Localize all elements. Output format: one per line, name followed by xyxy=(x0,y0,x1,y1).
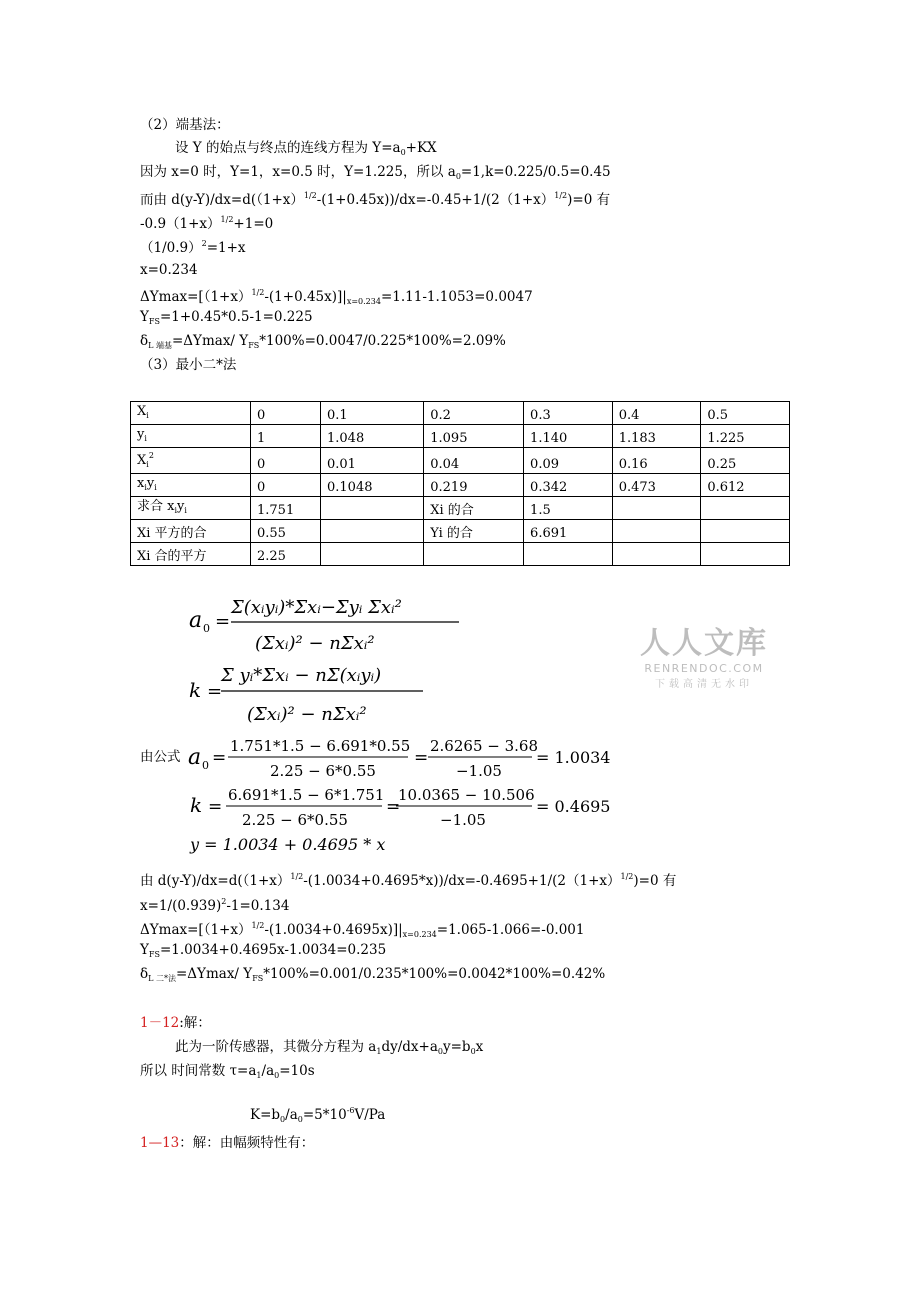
line-delta-ymax-ls: $\Delta Ymax=[(1+x)^{1/2}-(1.0034+0.4695x)]|_{x=0.234}=1.065-1.066=-0.001$ xyxy=(140,921,585,939)
section-3-heading: （3）最小二*法 xyxy=(140,357,237,373)
line-delta-ymax: $\Delta Ymax=[(1+x)^{1/2}-(1+0.45x)]|_{x=0.234}=1.11-1.1053=0.0047$ xyxy=(140,288,533,306)
line-derivative-ls: 由 $d(y-Y)/dx=d((1+x)^{1/2}-(1.0034+0.4695*x))/dx=-0.4695+1/(2(1+x)^{1/2})=0$ 有 xyxy=(140,872,677,889)
summary-label-2 xyxy=(424,543,524,566)
table-cell: 0.25 xyxy=(701,448,790,474)
a0-numerator: Σ(xᵢyᵢ)*Σxᵢ−Σyᵢ Σxᵢ² xyxy=(231,597,402,618)
line-derivative: 而由 $d(y-Y)/dx=d((1+x)^{1/2}-(1+0.45x))/dx=-0.45+1/(2(1+x)^{1/2})=0$ 有 xyxy=(140,191,611,208)
watermark xyxy=(640,618,768,690)
k-calc-numerator: 6.691*1.5 − 6*1.751 xyxy=(228,786,385,804)
a0-equals-2: = xyxy=(212,748,227,768)
table-cell: 0.16 xyxy=(612,448,701,474)
a0-equals-3: = xyxy=(414,748,429,768)
table-cell: 0.473 xyxy=(612,474,701,497)
k-symbol: k xyxy=(189,678,202,702)
table-cell: 0.09 xyxy=(524,448,613,474)
summary-value: 1.751 xyxy=(251,497,321,520)
table-cell: 0.2 xyxy=(424,402,524,425)
table-cell: 0 xyxy=(251,448,321,474)
table-cell: 1.095 xyxy=(424,425,524,448)
table-cell xyxy=(321,497,424,520)
summary-value-2: 1.5 xyxy=(524,497,613,520)
line-endpoints: 因为 x=0 时，Y=1，x=0.5 时，Y=1.225，所以 $a_0=1,k=0.225/0.5=0.45$ xyxy=(140,164,611,181)
k-symbol-2: k xyxy=(190,793,203,817)
table-cell: 0.3 xyxy=(524,402,613,425)
table-cell xyxy=(701,543,790,566)
table-cell: 1.183 xyxy=(612,425,701,448)
table-row xyxy=(131,402,790,425)
summary-label: Xi 合的平方 xyxy=(131,543,251,566)
k-calc-numerator-2: 10.0365 − 10.506 xyxy=(398,786,535,804)
line-x-value: x=0.234 xyxy=(140,262,198,278)
numeric-formulas xyxy=(186,730,626,860)
a0-result: = 1.0034 xyxy=(536,748,611,767)
table-cell: 0 xyxy=(251,474,321,497)
line-equation-step1: $-0.9(1+x)^{1/2}+1=0$ xyxy=(140,215,274,232)
a0-denominator: (Σxᵢ)² − nΣxᵢ² xyxy=(255,633,375,654)
table-cell: 0.5 xyxy=(701,402,790,425)
summary-label: 求合 $x_iy_i$ xyxy=(131,497,251,520)
table-cell: 0.1 xyxy=(321,402,424,425)
row-label: $y_i$ xyxy=(131,425,251,448)
watermark-title: 人人文库 xyxy=(640,626,768,661)
summary-row xyxy=(131,520,790,543)
a0-symbol-2: a xyxy=(188,745,202,770)
line-equation-step2: $(1/0.9)^2=1+x$ xyxy=(140,239,246,256)
table-cell xyxy=(612,497,701,520)
summary-value-2: 6.691 xyxy=(524,520,613,543)
k-result: = 0.4695 xyxy=(536,797,611,816)
table-cell xyxy=(701,497,790,520)
table-cell: 0.4 xyxy=(612,402,701,425)
a0-symbol: a xyxy=(189,608,203,633)
line-x-value-ls: $x=1/(0.939)^2-1=0.134$ xyxy=(140,897,290,914)
problem-1-12-heading: 1－12:解： xyxy=(140,1015,211,1031)
a0-calc-numerator: 1.751*1.5 − 6.691*0.55 xyxy=(230,737,411,755)
table-cell xyxy=(701,520,790,543)
table-cell: 0 xyxy=(251,402,321,425)
k-calc-denominator: 2.25 − 6*0.55 xyxy=(242,811,348,829)
table-cell: 1 xyxy=(251,425,321,448)
fitted-line-equation: y = 1.0034 + 0.4695 * x xyxy=(190,835,386,854)
row-label: $X_i$ xyxy=(131,402,251,425)
table-cell: 0.1048 xyxy=(321,474,424,497)
a0-calc-denominator-2: −1.05 xyxy=(456,762,502,780)
symbolic-formulas xyxy=(185,585,475,735)
a0-subscript: 0 xyxy=(203,622,210,635)
a0-subscript-2: 0 xyxy=(202,759,209,772)
line-yfs: $Y_{FS}=1+0.45*0.5-1=0.225$ xyxy=(140,309,313,326)
line-linear-equation: 设 Y 的始点与终点的连线方程为 $Y=a_0+KX$ xyxy=(175,140,437,157)
table-row xyxy=(131,425,790,448)
line-time-constant: 所以 时间常数 $\tau=a_1/a_0=10s$ xyxy=(140,1063,315,1080)
summary-value-2 xyxy=(524,543,613,566)
row-label: $x_iy_i$ xyxy=(131,474,251,497)
summary-label-2: Xi 的合 xyxy=(424,497,524,520)
summary-row xyxy=(131,543,790,566)
a0-equals: = xyxy=(215,611,231,632)
watermark-domain: RENRENDOC.COM xyxy=(644,662,764,675)
k-numerator: Σ yᵢ*Σxᵢ − nΣ(xᵢyᵢ) xyxy=(221,665,382,686)
k-equals: = xyxy=(207,681,223,702)
summary-row xyxy=(131,497,790,520)
by-formula-label: 由公式 xyxy=(140,749,181,765)
summary-value: 2.25 xyxy=(251,543,321,566)
summary-label: Xi 平方的合 xyxy=(131,520,251,543)
line-linearity-error: $\delta_{L 端基}=\Delta Ymax/$ $Y_{FS}*100\%=0.0047/0.225*100\%=2.09\%$ xyxy=(140,333,506,350)
row-label: $X_i^2$ xyxy=(131,448,251,474)
table-cell: 0.342 xyxy=(524,474,613,497)
table-cell: 1.225 xyxy=(701,425,790,448)
least-squares-table xyxy=(130,401,790,566)
k-denominator: (Σxᵢ)² − nΣxᵢ² xyxy=(247,704,367,725)
table-cell: 0.04 xyxy=(424,448,524,474)
problem-1-13-heading: 1—13：解：由幅频特性有： xyxy=(140,1135,315,1151)
k-calc-denominator-2: −1.05 xyxy=(440,811,486,829)
table-row xyxy=(131,448,790,474)
table-cell: 0.01 xyxy=(321,448,424,474)
summary-value: 0.55 xyxy=(251,520,321,543)
table-cell xyxy=(321,543,424,566)
line-linearity-error-ls: $\delta_{L 二*法}=\Delta Ymax/$ $Y_{FS}*100\%=0.001/0.235*100\%=0.0042*100\%=0.42\%$ xyxy=(140,966,606,983)
table-cell: 1.140 xyxy=(524,425,613,448)
watermark-slogan: 下载高清无水印 xyxy=(655,679,753,690)
table-cell: 0.612 xyxy=(701,474,790,497)
a0-calc-numerator-2: 2.6265 − 3.68 xyxy=(430,737,538,755)
table-cell xyxy=(612,543,701,566)
table-cell: 0.219 xyxy=(424,474,524,497)
line-diff-equation: 此为一阶传感器，其微分方程为 $a_1dy/dx+a_0y=b_0x$ xyxy=(175,1039,484,1056)
k-equals-2: = xyxy=(208,797,223,817)
table-row xyxy=(131,474,790,497)
k-equals-3: = xyxy=(386,797,401,817)
section-2-heading: （2）端基法： xyxy=(140,117,230,133)
summary-label-2: Yi 的合 xyxy=(424,520,524,543)
table-cell: 1.048 xyxy=(321,425,424,448)
a0-calc-denominator: 2.25 − 6*0.55 xyxy=(270,762,376,780)
table-cell xyxy=(321,520,424,543)
table-cell xyxy=(612,520,701,543)
line-yfs-ls: $Y_{FS}=1.0034+0.4695x-1.0034=0.235$ xyxy=(140,942,387,959)
line-static-gain: $K=b_0/a_0=5*10^{-6}V/Pa$ xyxy=(250,1106,386,1124)
